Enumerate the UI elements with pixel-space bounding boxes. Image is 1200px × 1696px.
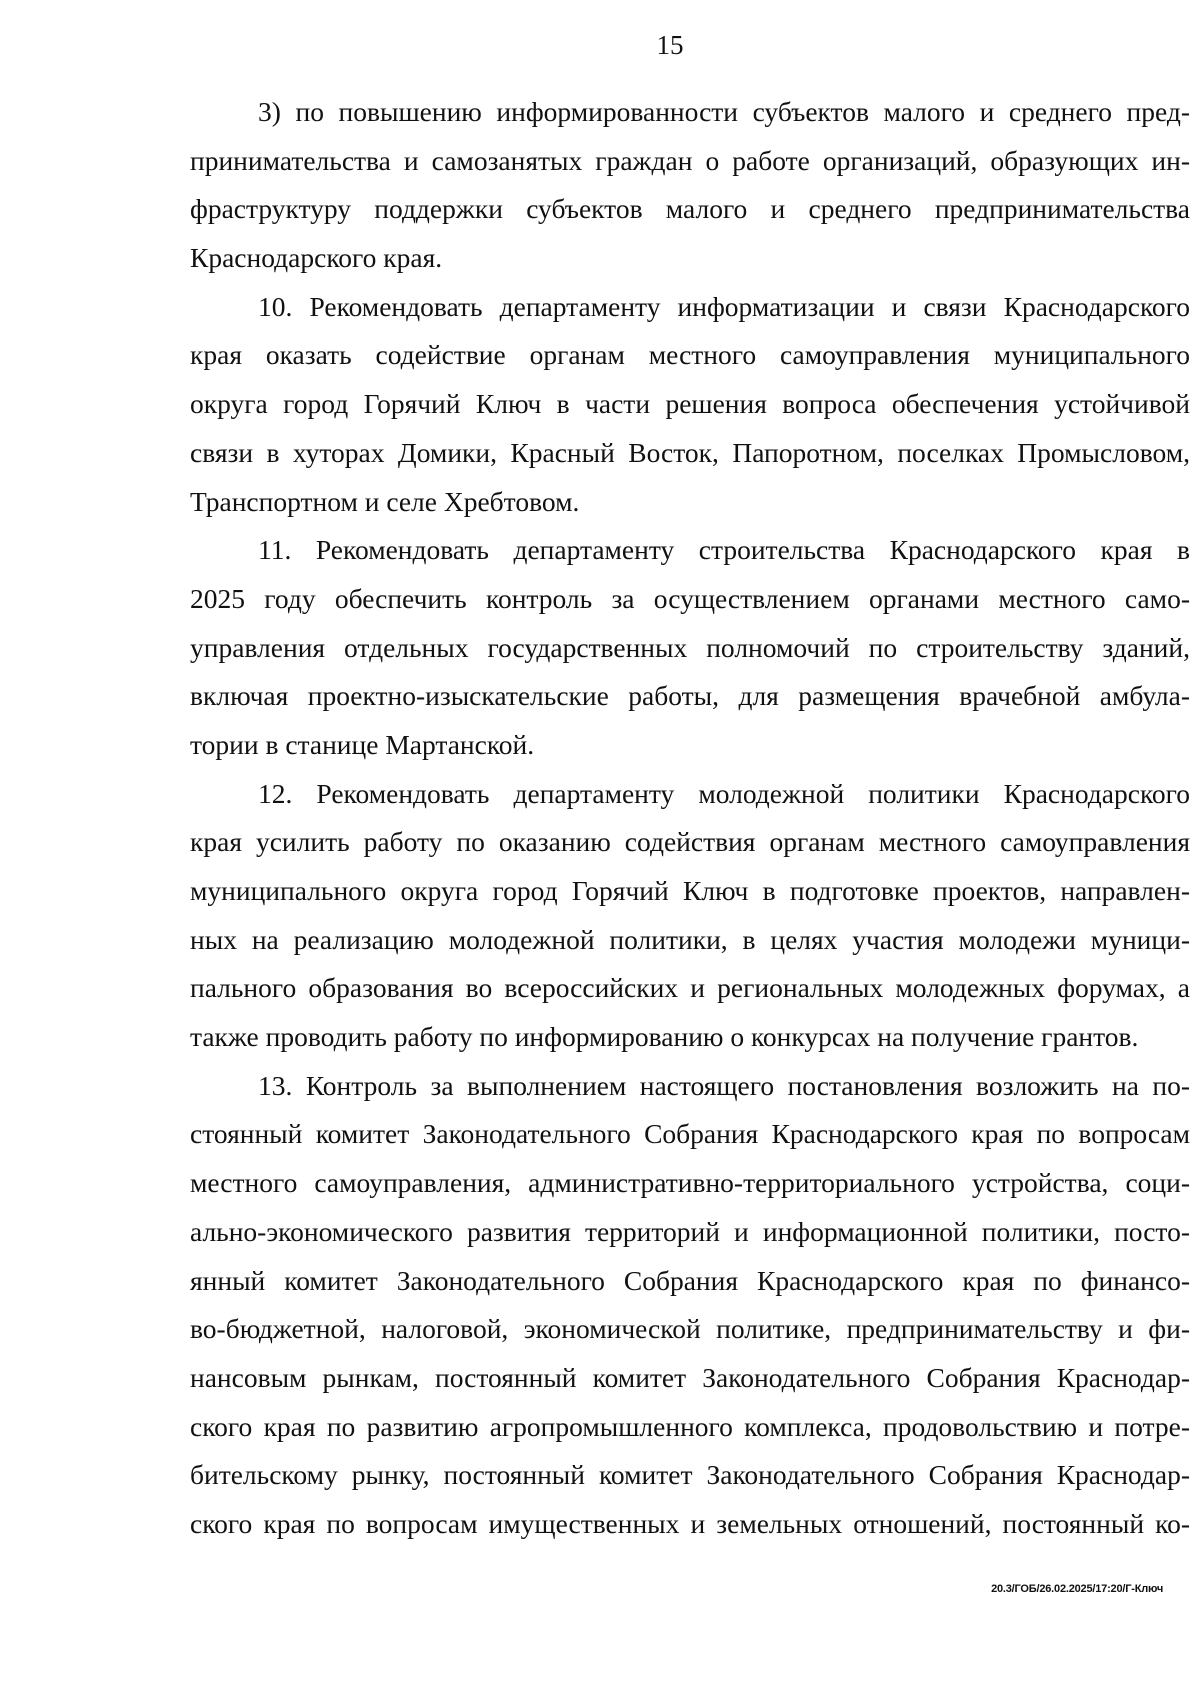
text-line: 2025 году обеспечить контроль за осуществлением органами местного само-	[190, 582, 1190, 614]
text-line: фраструктуру поддержки субъектов малого и среднего предпринимательства	[190, 193, 1190, 225]
text-line: включая проектно-изыскательские работы, для размещения врачебной амбула-	[190, 680, 1190, 712]
text-line: муниципального округа город Горячий Ключ в подготовке проектов, направлен-	[190, 875, 1190, 906]
text-line: янный комитет Законодательного Собрания Краснодарского края по финансо-	[190, 1264, 1190, 1296]
text-line: 3) по повышению информированности субъектов малого и среднего пред-	[258, 96, 1190, 127]
text-line: во-бюджетной, налоговой, экономической политике, предпринимательству и фи-	[190, 1313, 1190, 1345]
text-line: 10. Рекомендовать департаменту информатизации и связи Краснодарского	[258, 290, 1190, 322]
text-line: управления отдельных государственных полномочий по строительству зданий,	[190, 631, 1190, 663]
text-line: бительскому рынку, постоянный комитет Законодательного Собрания Краснодар-	[190, 1459, 1190, 1491]
text-line: Краснодарского края.	[190, 242, 443, 274]
text-line: пального образования во всероссийских и региональных молодежных форумах, а	[190, 972, 1190, 1004]
document-body	[190, 88, 1190, 1549]
text-line: связи в хуторах Домики, Красный Восток, Папоротном, поселках Промысловом,	[190, 436, 1190, 468]
text-line: принимательства и самозанятых граждан о работе организаций, образующих ин-	[190, 144, 1190, 176]
text-line: ально-экономического развития территорий и информационной политики, посто-	[190, 1215, 1190, 1247]
text-line: ных на реализацию молодежной политики, в целях участия молодежи муници-	[190, 923, 1190, 955]
text-line: местного самоуправления, административно-территориального устройства, соци-	[190, 1167, 1190, 1199]
text-line: также проводить работу по информированию о конкурсах на получение грантов.	[190, 1021, 1139, 1053]
text-line: Транспортном и селе Хребтовом.	[190, 485, 580, 517]
text-line: ского края по развитию агропромышленного комплекса, продовольствию и потре-	[190, 1410, 1190, 1442]
text-line: тории в станице Мартанской.	[190, 728, 535, 760]
text-line: края усилить работу по оказанию содействия органам местного самоуправления	[190, 826, 1190, 858]
text-line: нансовым рынкам, постоянный комитет Законодательного Собрания Краснодар-	[190, 1361, 1190, 1393]
document-footer-code: 20.3/ГОБ/26.02.2025/17:20/Г-Ключ	[991, 1583, 1163, 1595]
text-line: округа город Горячий Ключ в части решения вопроса обеспечения устойчивой	[190, 388, 1190, 420]
text-line: стоянный комитет Законодательного Собрания Краснодарского края по вопросам	[190, 1118, 1190, 1150]
text-line: края оказать содействие органам местного самоуправления муниципального	[190, 339, 1190, 371]
text-line: 11. Рекомендовать департаменту строительства Краснодарского края в	[258, 534, 1190, 566]
page-number: 15	[656, 30, 684, 60]
text-line: ского края по вопросам имущественных и земельных отношений, постоянный ко-	[190, 1507, 1190, 1539]
text-line: 12. Рекомендовать департаменту молодежной политики Краснодарского	[258, 777, 1190, 809]
text-line: 13. Контроль за выполнением настоящего постановления возложить на по-	[258, 1069, 1190, 1101]
